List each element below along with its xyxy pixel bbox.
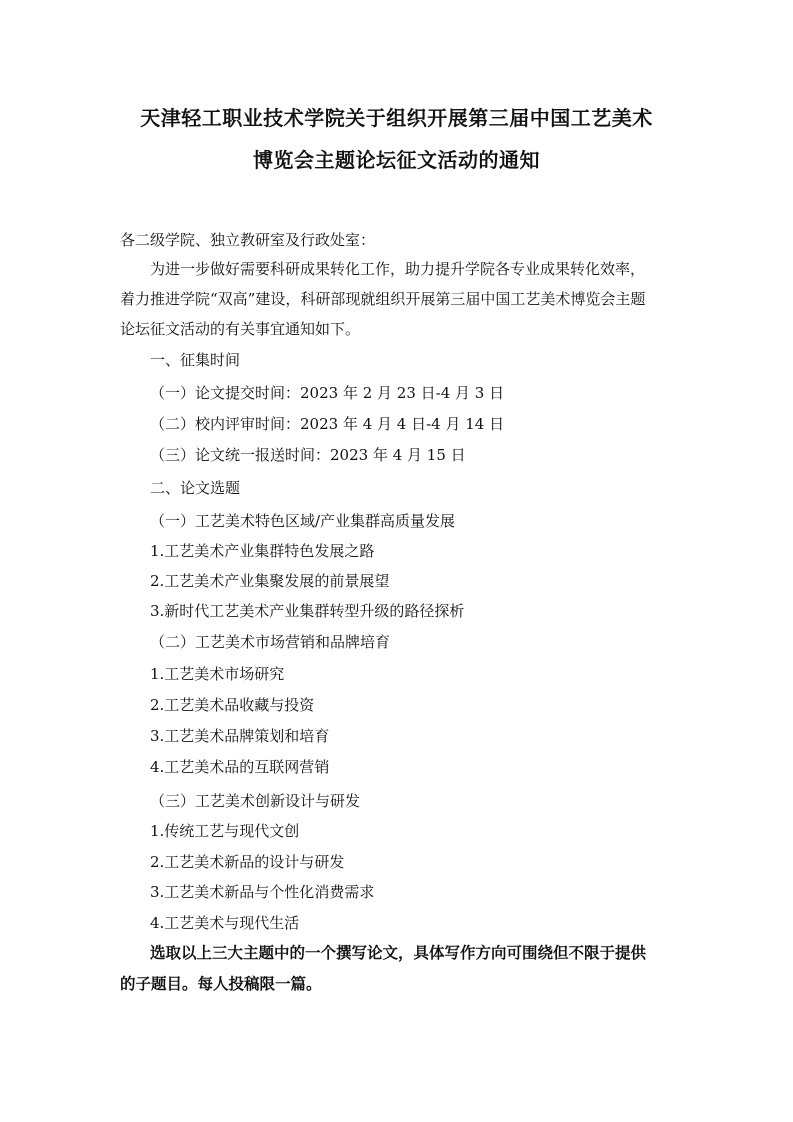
topic-group-2: （二）工艺美术市场营销和品牌培育 (150, 633, 391, 651)
topic-item: 2.工艺美术产业集聚发展的前景展望 (150, 572, 390, 590)
intro-line-3: 论坛征文活动的有关事宜通知如下。 (120, 320, 361, 338)
closing-line-1: 选取以上三大主题中的一个撰写论文，具体写作方向可围绕但不限于提供 (150, 944, 647, 962)
document-title-line-2: 博览会主题论坛征文活动的通知 (253, 148, 540, 172)
topic-item: 1.工艺美术市场研究 (150, 665, 285, 683)
time-item-2: （二）校内评审时间：2023 年 4 月 4 日-4 月 14 日 (150, 415, 505, 433)
topic-item: 2.工艺美术新品的设计与研发 (150, 853, 345, 871)
topic-group-3: （三）工艺美术创新设计与研发 (150, 792, 361, 810)
topic-item: 2.工艺美术品收藏与投资 (150, 696, 315, 714)
topic-item: 1.传统工艺与现代文创 (150, 822, 300, 840)
time-item-3: （三）论文统一报送时间：2023 年 4 月 15 日 (150, 446, 466, 464)
topic-item: 3.工艺美术新品与个性化消费需求 (150, 883, 375, 901)
section-heading-time: 一、征集时间 (150, 351, 241, 369)
salutation: 各二级学院、独立教研室及行政处室： (120, 231, 376, 249)
topic-item: 3.工艺美术品牌策划和培育 (150, 727, 330, 745)
closing-line-2: 的子题目。每人投稿限一篇。 (120, 975, 322, 993)
intro-line-2: 着力推进学院“双高”建设，科研部现就组织开展第三届中国工艺美术博览会主题 (120, 290, 646, 308)
section-heading-topics: 二、论文选题 (150, 479, 241, 497)
topic-item: 3.新时代工艺美术产业集群转型升级的路径探析 (150, 602, 465, 620)
topic-item: 1.工艺美术产业集群特色发展之路 (150, 542, 375, 560)
topic-item: 4.工艺美术与现代生活 (150, 914, 300, 932)
topic-group-1: （一）工艺美术特色区域/产业集群高质量发展 (150, 512, 456, 530)
time-item-1: （一）论文提交时间：2023 年 2 月 23 日-4 月 3 日 (150, 384, 505, 402)
document-title-line-1: 天津轻工职业技术学院关于组织开展第三届中国工艺美术 (140, 106, 653, 130)
topic-item: 4.工艺美术品的互联网营销 (150, 758, 330, 776)
intro-line-1: 为进一步做好需要科研成果转化工作，助力提升学院各专业成果转化效率， (150, 260, 646, 278)
